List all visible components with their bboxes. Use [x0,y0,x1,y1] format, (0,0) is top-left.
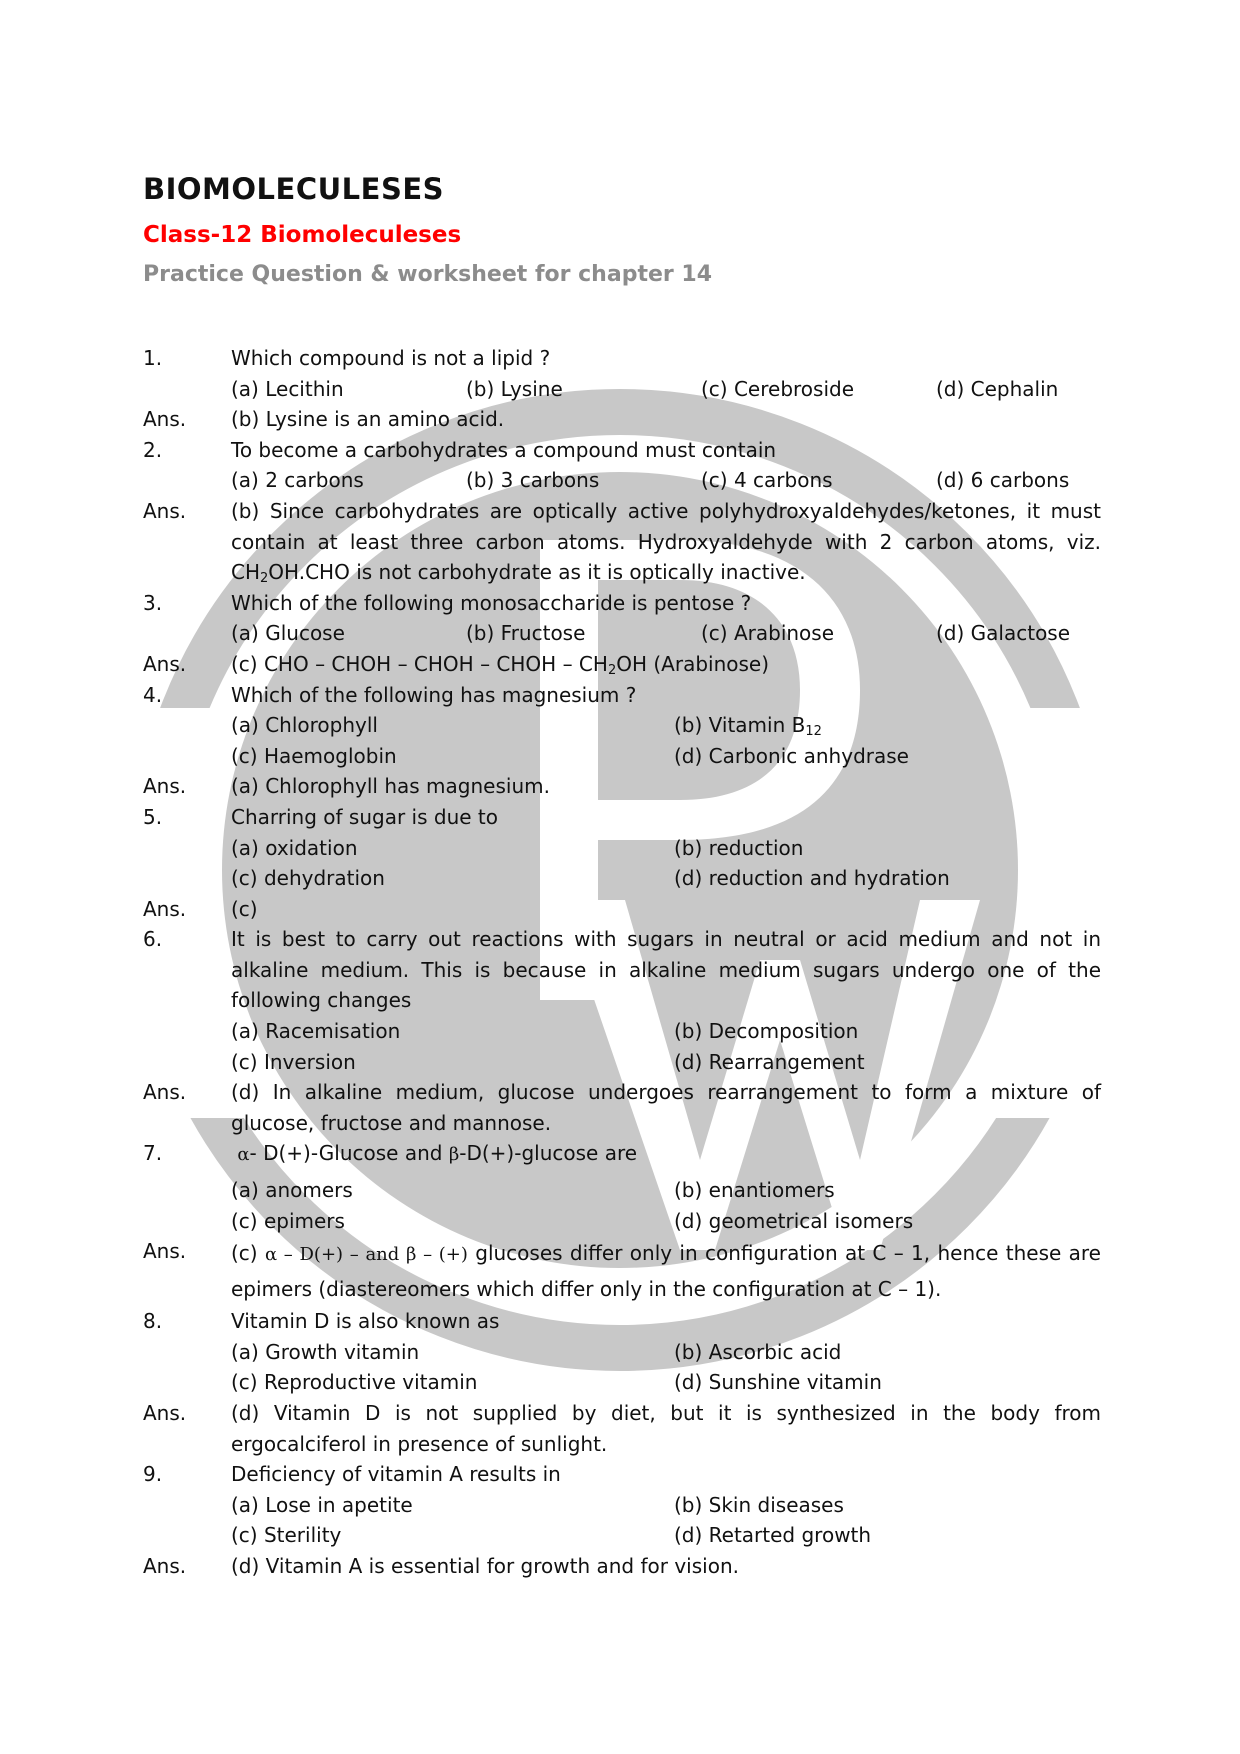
question-3: 3. Which of the following monosaccharide is pentose ? [143,590,752,615]
question-list: 1. Which compound is not a lipid ? (a) Lecithin (b) Lysine (c) Cerebroside (d) Cephalin Ans. (b) Lysine is an amino acid. 2. To become a carbohydrates a compound must contain (a) 2 carbons (b) 3 carbons (c) 4 carbons (d) 6 carbons Ans. (b) Since carbohydrates are optically active polyhydroxyaldehydes/ketones, it must contain at least three carbon atoms. Hydroxyaldehyde with 2 carbon atoms, viz. $CH_2OH.CHO$ is not carbohydrate as it is optically inactive. 3. Which of the following monosaccharide is pentose ? (a) Glucose (b) Fructose (c) Arabinose (d) Galactose Ans. (c) CHO – CHOH – CHOH – CHOH – $CH_2OH$ (Arabinose) 4. Which of the following has magnesium ? (a) Chlorophyll (b) Vitamin $B_{12}$ (c) Haemoglobin (d) Carbonic anhydrase Ans. (a) Chlorophyll has magnesium. 5. Charring of sugar is due to (a) oxidation (b) reduction (c) dehydration (d) reduction and hydration Ans. (c) 6. It is best to carry out reactions with sugars in neutral or acid medium and not in alkaline medium. This is because in alkaline medium sugars undergo one of the following changes (a) Racemisation (b) Decomposition (c) Inversion (d) Rearrangement Ans. (d) In alkaline medium, glucose undergoes rearrangement to form a mixture of glucose, fructose and mannose. 7. α- D(+)-Glucose and β-D(+)-glucose are (a) anomers (b) enantiomers (c) epimers (d) geometrical isomers Ans. (c) α – D(+) – and β – (+) glucoses differ only in configuration at C – 1, hence these are epimers (diastereomers which differ only in the configuration at C – 1). 8. Vitamin D is also known as (a) Growth vitamin (b) Ascorbic acid (c) Reproductive vitamin (d) Sunshine vitamin Ans. (d) Vitamin D is not supplied by diet, but it is synthesized in the body from ergocalciferol in presence of sunlight. 9. Deficiency of vitamin A results in (a) Lose in apetite (b) Skin diseases (c) Sterility (d) Retarted growth Ans. (d) Vitamin A is essential for growth and for vision. [143,343,1101,1582]
question-4: 4. Which of the following has magnesium ? [143,682,637,707]
answer-3: Ans. (c) CHO – CHOH – CHOH – CHOH – $CH_2OH$ (Arabinose) [143,651,770,678]
class-subtitle: Class-12 Biomoleculeses [143,222,462,248]
page-title: BIOMOLECULESES [143,172,445,206]
answer-6: Ans. (d) In alkaline medium, glucose undergoes rearrangement to form a mixture of glucose, fructose and mannose. [143,1080,1101,1135]
answer-7: Ans. (c) α – D(+) – and β – (+) glucoses differ only in configuration at C – 1, hence these are epimers (diastereomers which differ only in the configuration at C – 1). [143,1239,1101,1302]
answer-2: Ans. (b) Since carbohydrates are optically active polyhydroxyaldehydes/ketones, it must contain at least three carbon atoms. Hydroxyaldehyde with 2 carbon atoms, viz. $CH_2OH.CHO$ is not carbohydrate as it is optically inactive. [143,498,1101,587]
options-9: (a) Lose in apetite (b) Skin diseases [231,1492,844,1517]
question-5: 5. Charring of sugar is due to [143,804,498,829]
options-4: (a) Chlorophyll (b) Vitamin $B_{12}$ [231,713,822,740]
options-8: (a) Growth vitamin (b) Ascorbic acid [231,1339,842,1364]
options-6: (a) Racemisation (b) Decomposition [231,1019,859,1044]
options-3: (a) Glucose (b) Fructose (c) Arabinose (d) Galactose [231,621,1071,646]
answer-1: Ans. (b) Lysine is an amino acid. [143,407,505,432]
answer-9: Ans. (d) Vitamin A is essential for growth and for vision. [143,1553,739,1578]
question-1: 1. Which compound is not a lipid ? [143,346,551,370]
answer-8: Ans. (d) Vitamin D is not supplied by diet, but it is synthesized in the body from ergocalciferol in presence of sunlight. [143,1401,1101,1456]
question-7: 7. α- D(+)-Glucose and β-D(+)-glucose are [143,1141,638,1166]
options-1: (a) Lecithin (b) Lysine (c) Cerebroside (d) Cephalin [231,376,1059,401]
options-2: (a) 2 carbons (b) 3 carbons (c) 4 carbons (d) 6 carbons [231,468,1070,493]
options-5: (a) oxidation (b) reduction [231,835,804,860]
question-9: 9. Deficiency of vitamin A results in [143,1462,561,1487]
question-8: 8. Vitamin D is also known as [143,1309,500,1334]
options-7: (a) anomers (b) enantiomers [231,1178,835,1203]
answer-4: Ans. (a) Chlorophyll has magnesium. [143,774,550,799]
chapter-subtitle: Practice Question & worksheet for chapter 14 [143,262,713,287]
question-6: 6. It is best to carry out reactions with sugars in neutral or acid medium and not in alkaline medium. This is because in alkaline medium sugars undergo one of the following changes [143,927,1101,1013]
question-2: 2. To become a carbohydrates a compound must contain [143,437,777,462]
answer-5: Ans. (c) [143,896,258,921]
